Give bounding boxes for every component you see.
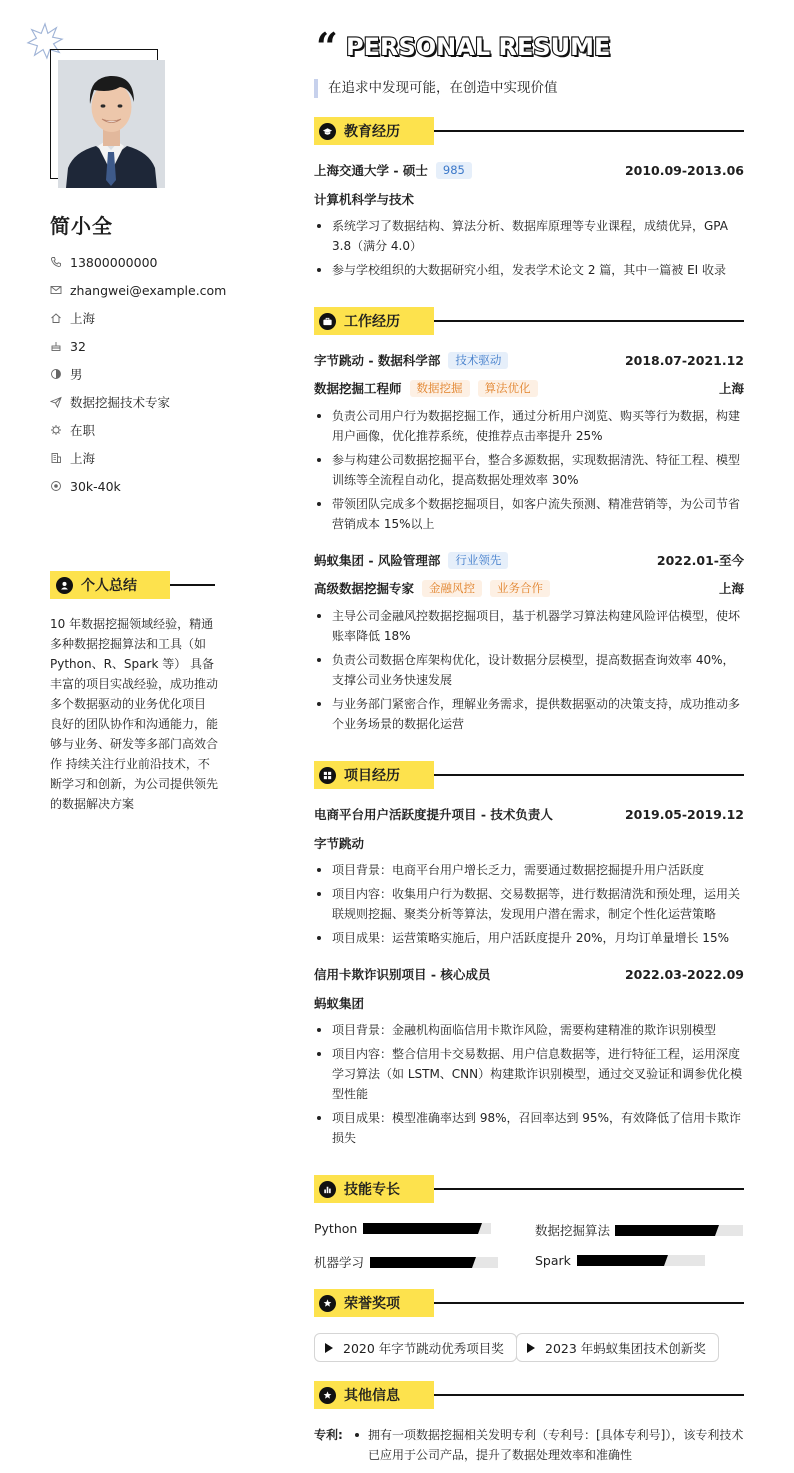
awards-section-header xyxy=(314,1289,744,1317)
education-bullets xyxy=(314,216,744,284)
skill-name: 数据挖掘算法 xyxy=(535,1223,611,1238)
list-item: 项目内容：收集用户行为数据、交易数据等，进行数据清洗和预处理，运用关联规则挖掘、聚类分析等算法，发现用户潜在需求，制定个性化运营策略 xyxy=(314,884,744,924)
job-badge: 行业领先 xyxy=(448,552,508,569)
job-date: 2022.01-至今 xyxy=(656,553,744,568)
skill-item xyxy=(314,1221,491,1236)
award-text: 2020 年字节跳动优秀项目奖 xyxy=(343,1340,504,1356)
home-icon xyxy=(50,312,62,324)
projects-title: 项目经历 xyxy=(344,768,400,784)
job-role-row xyxy=(314,379,744,397)
project-bullets xyxy=(314,1020,744,1152)
patent-text: 拥有一项数据挖掘相关发明专利（专利号：[具体专利号]），该专利技术已应用于公司产品，提升了数据处理效率和准确性 xyxy=(351,1425,744,1465)
projects-divider xyxy=(434,774,744,776)
award-icon xyxy=(319,1295,336,1312)
school-badge: 985 xyxy=(436,162,472,179)
job-bullets xyxy=(314,406,744,538)
skill-bar-fill xyxy=(363,1223,478,1234)
job-tag: 数据挖掘 xyxy=(410,380,470,397)
email-text: zhangwei@example.com xyxy=(70,282,227,298)
summary-title-tag xyxy=(50,571,170,599)
avatar xyxy=(58,60,165,188)
skill-item xyxy=(314,1253,498,1271)
job-role-row xyxy=(314,579,744,597)
mail-icon xyxy=(50,284,62,296)
award-text: 2023 年蚂蚁集团技术创新奖 xyxy=(545,1340,706,1356)
work-title: 工作经历 xyxy=(344,314,400,330)
other-section-header xyxy=(314,1381,744,1409)
list-item: 项目背景：金融机构面临信用卡欺诈风险，需要构建精准的欺诈识别模型 xyxy=(314,1020,744,1040)
other-divider xyxy=(434,1394,744,1396)
project-org: 字节跳动 xyxy=(314,836,365,851)
info-phone xyxy=(50,248,270,276)
job-header xyxy=(314,351,744,369)
school-name: 上海交通大学 - 硕士 xyxy=(314,163,428,178)
job-role: 高级数据挖掘专家 xyxy=(314,581,415,596)
status-icon xyxy=(50,424,62,436)
job-header xyxy=(314,551,744,569)
awards-divider xyxy=(434,1302,744,1304)
skill-bar xyxy=(370,1257,498,1268)
other-title: 其他信息 xyxy=(344,1388,400,1404)
job-company: 字节跳动 - 数据科学部 xyxy=(314,353,441,368)
list-item: 带领团队完成多个数据挖掘项目，如客户流失预测、精准营销等，为公司节省营销成本 15%以上 xyxy=(314,494,744,534)
project-header xyxy=(314,965,744,983)
project-date: 2019.05-2019.12 xyxy=(624,806,744,822)
job-city: 上海 xyxy=(718,581,744,596)
summary-text: 10 年数据挖掘领域经验，精通多种数据挖掘算法和工具（如 Python、R、Spark 等） 具备丰富的项目实战经验，成功推动多个数据驱动的业务优化项目 良好的团队协作和沟通能力，能够与业务、研发等多部门高效合作 持续关注行业前沿技术，不断学习和创新，为公司提供领先的数据解决方案 xyxy=(50,617,219,811)
phone-icon xyxy=(50,256,62,268)
awards-title: 荣誉奖项 xyxy=(344,1296,400,1312)
work-city-text: 上海 xyxy=(70,451,96,466)
send-icon xyxy=(50,396,62,408)
info-position xyxy=(50,388,270,416)
job-tag: 算法优化 xyxy=(478,380,538,397)
skill-item xyxy=(535,1253,705,1268)
job-tag: 金融风控 xyxy=(422,580,482,597)
list-item: 项目内容：整合信用卡交易数据、用户信息数据等，进行特征工程，运用深度学习算法（如 LSTM、CNN）构建欺诈识别模型，通过交叉验证和调参优化模型性能 xyxy=(314,1044,744,1104)
phone-text: 13800000000 xyxy=(70,254,158,270)
job-badge: 技术驱动 xyxy=(448,352,508,369)
skills-title: 技能专长 xyxy=(344,1182,400,1198)
skill-name: Python xyxy=(314,1221,358,1236)
job-bullets xyxy=(314,606,744,738)
job-company: 蚂蚁集团 - 风险管理部 xyxy=(314,553,441,568)
info-icon xyxy=(319,1387,336,1404)
work-section-header xyxy=(314,307,744,335)
skill-bar-fill xyxy=(370,1257,472,1268)
contact-info-list xyxy=(50,248,270,500)
skill-bar-fill xyxy=(615,1225,715,1236)
play-icon xyxy=(527,1343,535,1353)
list-item: 系统学习了数据结构、算法分析、数据库原理等专业课程，成绩优异，GPA 3.8（满分 4.0） xyxy=(314,216,744,256)
skill-name: Spark xyxy=(535,1253,571,1268)
salary-text: 30k-40k xyxy=(70,478,121,494)
list-item: 负责公司用户行为数据挖掘工作，通过分析用户浏览、购买等行为数据，构建用户画像，优化推荐系统，使推荐点击率提升 25% xyxy=(314,406,744,446)
job-tag: 业务合作 xyxy=(490,580,550,597)
info-gender xyxy=(50,360,270,388)
list-item: 参与构建公司数据挖掘平台，整合多源数据，实现数据清洗、特征工程、模型训练等全流程自动化，提高数据处理效率 30% xyxy=(314,450,744,490)
education-title-tag xyxy=(314,117,434,145)
list-item: 与业务部门紧密合作，理解业务需求，提供数据驱动的决策支持，成功推动多个业务场景的数据化运营 xyxy=(314,694,744,734)
education-section-header xyxy=(314,117,744,145)
project-bullets xyxy=(314,860,744,952)
grid-icon xyxy=(319,767,336,784)
education-entry-header xyxy=(314,161,744,179)
project-name: 电商平台用户活跃度提升项目 - 技术负责人 xyxy=(314,807,553,822)
education-title: 教育经历 xyxy=(344,124,400,140)
age-text: 32 xyxy=(70,338,86,354)
skill-item xyxy=(535,1221,743,1239)
graduation-cap-icon xyxy=(319,123,336,140)
info-salary xyxy=(50,472,270,500)
award-item xyxy=(516,1333,719,1362)
person-name: 简小全 xyxy=(50,214,113,238)
summary-title: 个人总结 xyxy=(81,578,137,594)
other-title-tag xyxy=(314,1381,434,1409)
resume-title: PERSONAL RESUME xyxy=(346,33,611,61)
play-icon xyxy=(325,1343,333,1353)
home-city-text: 上海 xyxy=(70,311,96,326)
list-item: 参与学校组织的大数据研究小组，发表学术论文 2 篇，其中一篇被 EI 收录 xyxy=(314,260,744,280)
position-text: 数据挖掘技术专家 xyxy=(70,395,171,410)
gender-icon xyxy=(50,368,62,380)
info-status xyxy=(50,416,270,444)
list-item: 项目成果：运营策略实施后，用户活跃度提升 20%，月均订单量增长 15% xyxy=(314,928,744,948)
job-role: 数据挖掘工程师 xyxy=(314,381,402,396)
list-item: 主导公司金融风控数据挖掘项目，基于机器学习算法构建风险评估模型，使坏账率降低 18% xyxy=(314,606,744,646)
skill-name: 机器学习 xyxy=(314,1255,365,1270)
motto: 在追求中发现可能，在创造中实现价值 xyxy=(314,79,558,98)
building-icon xyxy=(50,452,62,464)
cake-icon xyxy=(50,340,62,352)
projects-section-header xyxy=(314,761,744,789)
awards-title-tag xyxy=(314,1289,434,1317)
skill-bar xyxy=(363,1223,491,1234)
education-divider xyxy=(434,130,744,132)
skills-divider xyxy=(434,1188,744,1190)
patent-label: 专利: xyxy=(314,1428,343,1442)
info-email xyxy=(50,276,270,304)
quote-mark: “ xyxy=(316,24,338,69)
info-work-city xyxy=(50,444,270,472)
list-item: 负责公司数据仓库架构优化，设计数据分层模型，提高数据查询效率 40%，支撑公司业务快速发展 xyxy=(314,650,744,690)
education-major: 计算机科学与技术 xyxy=(314,192,415,207)
summary-section-header xyxy=(50,571,215,599)
bar-chart-icon xyxy=(319,1181,336,1198)
skills-section-header xyxy=(314,1175,744,1203)
skill-bar-fill xyxy=(577,1255,664,1266)
project-org: 蚂蚁集团 xyxy=(314,996,365,1011)
job-date: 2018.07-2021.12 xyxy=(624,352,744,368)
projects-title-tag xyxy=(314,761,434,789)
user-icon xyxy=(56,577,73,594)
skill-bar xyxy=(577,1255,705,1266)
list-item: 项目背景：电商平台用户增长乏力，需要通过数据挖掘提升用户活跃度 xyxy=(314,860,744,880)
briefcase-icon xyxy=(319,313,336,330)
salary-icon xyxy=(50,480,62,492)
info-age xyxy=(50,332,270,360)
award-item xyxy=(314,1333,517,1362)
list-item: 项目成果：模型准确率达到 98%，召回率达到 95%，有效降低了信用卡欺诈损失 xyxy=(314,1108,744,1148)
status-text: 在职 xyxy=(70,423,96,438)
skill-bar xyxy=(615,1225,743,1236)
education-date: 2010.09-2013.06 xyxy=(624,162,744,178)
project-name: 信用卡欺诈识别项目 - 核心成员 xyxy=(314,967,491,982)
project-date: 2022.03-2022.09 xyxy=(624,966,744,982)
work-divider xyxy=(434,320,744,322)
skills-title-tag xyxy=(314,1175,434,1203)
info-home xyxy=(50,304,270,332)
job-city: 上海 xyxy=(718,381,744,396)
gender-text: 男 xyxy=(70,367,83,382)
project-header xyxy=(314,805,744,823)
work-title-tag xyxy=(314,307,434,335)
summary-divider xyxy=(170,584,215,586)
